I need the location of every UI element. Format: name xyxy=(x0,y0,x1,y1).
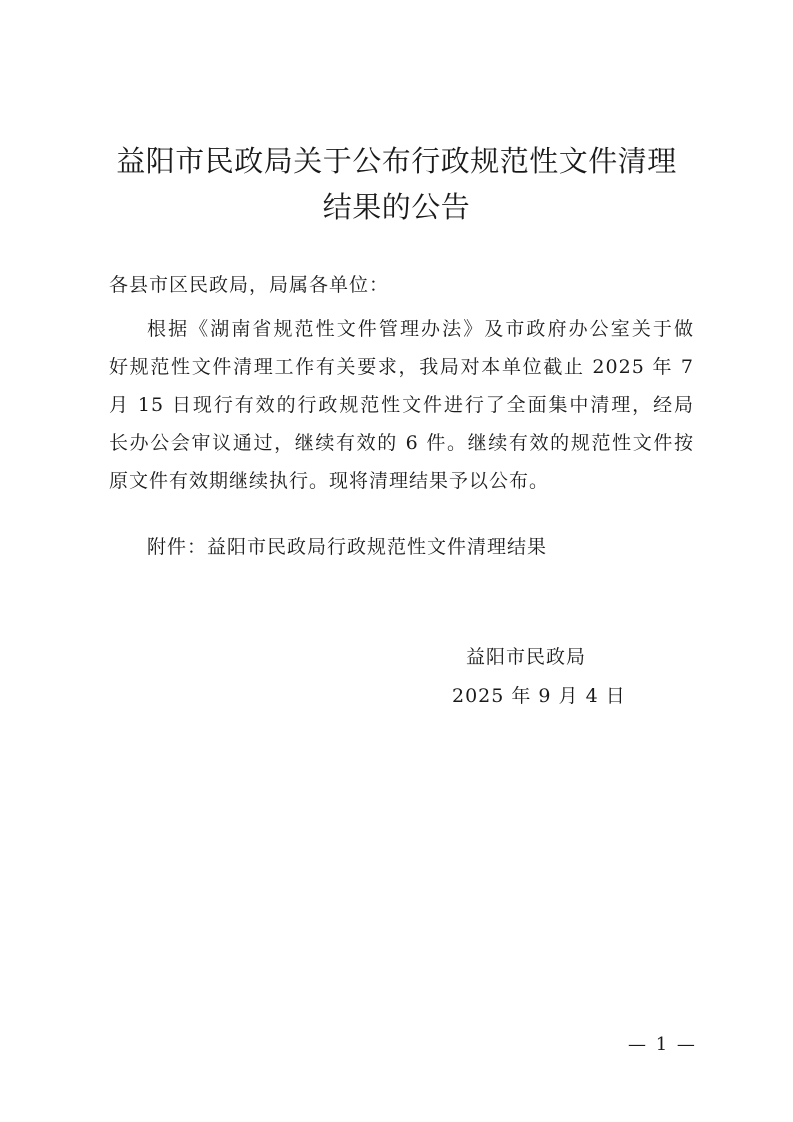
document-title-line-2: 结果的公告 xyxy=(322,190,471,224)
issue-date: 2025 年 9 月 4 日 xyxy=(452,685,626,707)
salutation: 各县市区民政局，局属各单位： xyxy=(109,274,390,296)
issuing-authority: 益阳市民政局 xyxy=(466,646,587,668)
body-paragraph-line: 原文件有效期继续执行。现将清理结果予以公布。 xyxy=(109,470,550,492)
body-paragraph-line: 根据《湖南省规范性文件管理办法》及市政府办公室关于做 xyxy=(147,318,694,340)
page-number: — 1 — xyxy=(628,1034,697,1055)
body-paragraph-line: 好规范性文件清理工作有关要求，我局对本单位截止 2025 年 7 xyxy=(109,356,694,378)
document-title-line-1: 益阳市民政局关于公布行政规范性文件清理 xyxy=(116,144,677,178)
attachment-note: 附件：益阳市民政局行政规范性文件清理结果 xyxy=(147,536,548,558)
body-paragraph-line: 长办公会审议通过，继续有效的 6 件。继续有效的规范性文件按 xyxy=(109,432,694,454)
body-paragraph-line: 月 15 日现行有效的行政规范性文件进行了全面集中清理，经局 xyxy=(109,394,694,416)
